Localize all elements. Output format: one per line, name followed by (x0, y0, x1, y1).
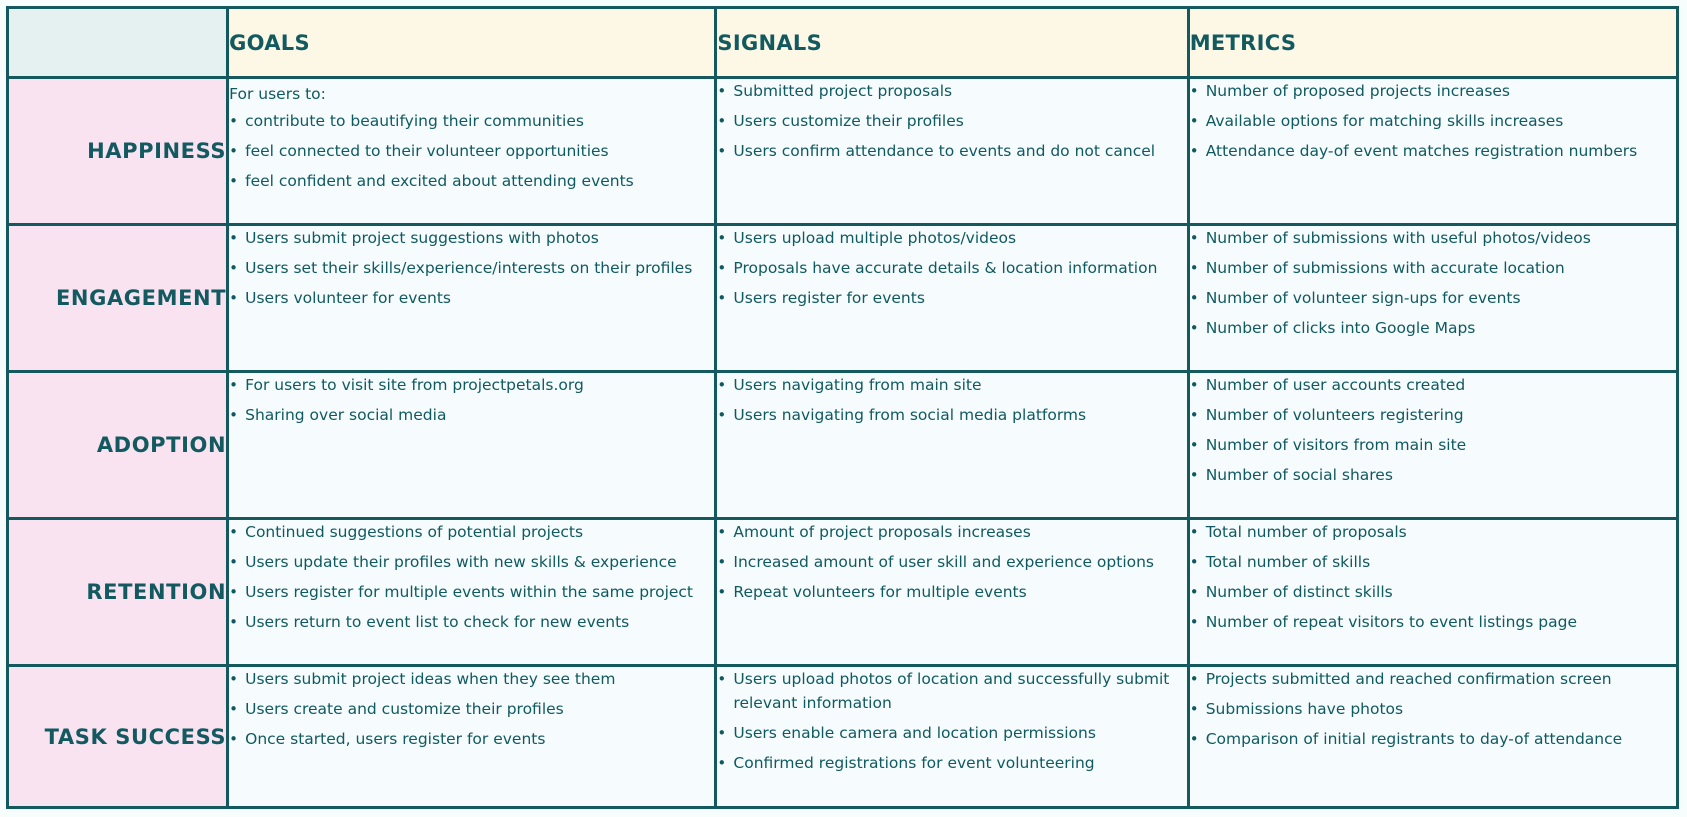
bullet-icon: • (229, 583, 238, 601)
bullet-icon: • (229, 670, 238, 688)
list-item-text: Users register for events (733, 289, 925, 307)
list-item (1190, 109, 1676, 133)
column-header-goals: GOALS (228, 8, 716, 78)
list-item (717, 79, 1186, 103)
list-item (1190, 226, 1676, 250)
bullet-icon: • (229, 376, 238, 394)
list-item-text: Users confirm attendance to events and do not cancel (733, 142, 1156, 160)
metrics-list (1190, 667, 1676, 751)
goals-cell (228, 519, 716, 666)
list-item (229, 139, 714, 163)
list-item (1190, 139, 1676, 163)
bullet-icon: • (1189, 229, 1199, 247)
bullet-icon: • (717, 289, 727, 307)
list-item (717, 721, 1186, 745)
table-row (8, 519, 1678, 666)
list-item (229, 286, 714, 310)
goals-intro-text: For users to: (229, 85, 326, 103)
list-item (229, 373, 714, 397)
signals-list (717, 520, 1186, 604)
goals-list (229, 109, 714, 193)
metrics-list (1190, 226, 1676, 340)
list-item (717, 373, 1186, 397)
bullet-icon: • (229, 700, 238, 718)
list-item (717, 403, 1186, 427)
list-item (717, 286, 1186, 310)
list-item-text: Users update their profiles with new skills & experience (245, 553, 677, 571)
table-row (8, 78, 1678, 225)
list-item-text: Amount of project proposals increases (733, 523, 1031, 541)
list-item (1190, 256, 1676, 280)
bullet-icon: • (717, 583, 727, 601)
list-item (229, 697, 714, 721)
list-item-text: Number of volunteer sign-ups for events (1205, 289, 1521, 307)
list-item (1190, 316, 1676, 340)
metrics-cell (1188, 78, 1677, 225)
signals-cell (716, 225, 1188, 372)
bullet-icon: • (717, 229, 727, 247)
list-item (717, 139, 1186, 163)
list-item (229, 403, 714, 427)
bullet-icon: • (1189, 112, 1199, 130)
signals-list (717, 79, 1186, 163)
list-item-text: Comparison of initial registrants to day-of attendance (1205, 730, 1623, 748)
bullet-icon: • (1189, 613, 1199, 631)
list-item-text: Users upload multiple photos/videos (733, 229, 1017, 247)
signals-list (717, 667, 1186, 775)
header-row (8, 8, 1678, 78)
row-label: ENGAGEMENT (8, 225, 228, 372)
list-item-text: Continued suggestions of potential projects (245, 523, 584, 541)
bullet-icon: • (717, 259, 727, 277)
metrics-cell (1188, 666, 1677, 808)
list-item-text: Number of clicks into Google Maps (1205, 319, 1476, 337)
bullet-icon: • (1189, 319, 1199, 337)
bullet-icon: • (229, 172, 238, 190)
list-item-text: Users upload photos of location and successfully submit relevant information (733, 670, 1170, 712)
list-item-text: Number of volunteers registering (1205, 406, 1464, 424)
bullet-icon: • (229, 289, 238, 307)
bullet-icon: • (229, 553, 238, 571)
bullet-icon: • (229, 259, 238, 277)
list-item-text: Increased amount of user skill and experience options (733, 553, 1155, 571)
list-item (1190, 463, 1676, 487)
list-item (1190, 550, 1676, 574)
metrics-cell (1188, 225, 1677, 372)
list-item (717, 580, 1186, 604)
list-item-text: Number of social shares (1205, 466, 1393, 484)
list-item (717, 667, 1186, 715)
row-label: HAPPINESS (8, 78, 228, 225)
list-item (1190, 727, 1676, 751)
goals-cell (228, 372, 716, 519)
list-item-text: Users submit project ideas when they see them (245, 670, 616, 688)
bullet-icon: • (717, 724, 727, 742)
bullet-icon: • (717, 553, 727, 571)
signals-cell (716, 666, 1188, 808)
list-item-text: Total number of proposals (1205, 523, 1407, 541)
signals-cell (716, 78, 1188, 225)
bullet-icon: • (229, 142, 238, 160)
bullet-icon: • (717, 406, 727, 424)
bullet-icon: • (717, 754, 727, 772)
list-item-text: Users customize their profiles (733, 112, 964, 130)
list-item-text: feel confident and excited about attending events (245, 172, 634, 190)
list-item-text: Users return to event list to check for new events (245, 613, 630, 631)
list-item-text: Repeat volunteers for multiple events (733, 583, 1027, 601)
bullet-icon: • (1189, 436, 1199, 454)
list-item (1190, 286, 1676, 310)
signals-list (717, 373, 1186, 427)
signals-cell (716, 519, 1188, 666)
list-item-text: Confirmed registrations for event volunteering (733, 754, 1095, 772)
bullet-icon: • (229, 613, 238, 631)
row-label: TASK SUCCESS (8, 666, 228, 808)
list-item (1190, 403, 1676, 427)
table-row (8, 666, 1678, 808)
bullet-icon: • (229, 406, 238, 424)
bullet-icon: • (1189, 406, 1199, 424)
list-item-text: Users navigating from main site (733, 376, 982, 394)
list-item (229, 550, 714, 574)
bullet-icon: • (229, 730, 238, 748)
list-item-text: Users navigating from social media platforms (733, 406, 1087, 424)
list-item (229, 580, 714, 604)
list-item-text: Number of submissions with useful photos/videos (1205, 229, 1591, 247)
list-item (229, 727, 714, 751)
list-item (1190, 433, 1676, 457)
list-item-text: Users volunteer for events (245, 289, 451, 307)
list-item-text: Available options for matching skills increases (1205, 112, 1564, 130)
bullet-icon: • (717, 376, 727, 394)
list-item (229, 667, 714, 691)
bullet-icon: • (1189, 289, 1199, 307)
list-item-text: For users to visit site from projectpetals.org (245, 376, 584, 394)
goals-list (229, 373, 714, 427)
list-item-text: Number of repeat visitors to event listings page (1205, 613, 1577, 631)
list-item (1190, 520, 1676, 544)
list-item (229, 256, 714, 280)
row-label: ADOPTION (8, 372, 228, 519)
bullet-icon: • (1189, 259, 1199, 277)
bullet-icon: • (717, 82, 727, 100)
list-item-text: Number of visitors from main site (1205, 436, 1467, 454)
list-item-text: feel connected to their volunteer opportunities (245, 142, 609, 160)
list-item-text: Once started, users register for events (245, 730, 546, 748)
list-item (229, 520, 714, 544)
list-item-text: Projects submitted and reached confirmation screen (1205, 670, 1612, 688)
bullet-icon: • (717, 523, 727, 541)
list-item-text: Number of user accounts created (1205, 376, 1466, 394)
signals-list (717, 226, 1186, 310)
list-item (717, 226, 1186, 250)
list-item (1190, 79, 1676, 103)
list-item (1190, 667, 1676, 691)
corner-cell (8, 8, 228, 78)
list-item-text: Submitted project proposals (733, 82, 953, 100)
list-item (717, 109, 1186, 133)
list-item (229, 610, 714, 634)
list-item (1190, 697, 1676, 721)
list-item-text: Number of distinct skills (1205, 583, 1393, 601)
heart-framework-table (6, 6, 1679, 809)
metrics-list (1190, 373, 1676, 487)
list-item-text: Attendance day-of event matches registration numbers (1205, 142, 1638, 160)
list-item (229, 226, 714, 250)
bullet-icon: • (1189, 466, 1199, 484)
bullet-icon: • (717, 112, 727, 130)
list-item (1190, 373, 1676, 397)
bullet-icon: • (1189, 523, 1199, 541)
goals-list (229, 226, 714, 310)
bullet-icon: • (1189, 376, 1199, 394)
list-item-text: Number of proposed projects increases (1205, 82, 1511, 100)
goals-cell (228, 78, 716, 225)
list-item (717, 520, 1186, 544)
list-item-text: Total number of skills (1205, 553, 1371, 571)
column-header-signals: SIGNALS (716, 8, 1188, 78)
list-item-text: Number of submissions with accurate location (1205, 259, 1565, 277)
list-item (229, 109, 714, 133)
goals-list (229, 520, 714, 634)
bullet-icon: • (1189, 553, 1199, 571)
table-row (8, 372, 1678, 519)
metrics-list (1190, 520, 1676, 634)
list-item (1190, 580, 1676, 604)
bullet-icon: • (1189, 670, 1199, 688)
list-item (717, 751, 1186, 775)
table-row (8, 225, 1678, 372)
list-item (1190, 610, 1676, 634)
bullet-icon: • (229, 229, 238, 247)
bullet-icon: • (1189, 730, 1199, 748)
goals-cell (228, 225, 716, 372)
list-item-text: Users register for multiple events within the same project (245, 583, 694, 601)
list-item-text: contribute to beautifying their communities (245, 112, 584, 130)
signals-cell (716, 372, 1188, 519)
list-item-text: Users submit project suggestions with photos (245, 229, 599, 247)
list-item-text: Users set their skills/experience/interests on their profiles (245, 259, 693, 277)
list-item-text: Proposals have accurate details & location information (733, 259, 1158, 277)
list-item-text: Sharing over social media (245, 406, 447, 424)
bullet-icon: • (717, 670, 727, 688)
bullet-icon: • (1189, 142, 1199, 160)
list-item (229, 169, 714, 193)
metrics-list (1190, 79, 1676, 163)
list-item-text: Users create and customize their profiles (245, 700, 564, 718)
bullet-icon: • (1189, 82, 1199, 100)
bullet-icon: • (717, 142, 727, 160)
metrics-cell (1188, 372, 1677, 519)
row-label: RETENTION (8, 519, 228, 666)
bullet-icon: • (1189, 700, 1199, 718)
list-item-text: Users enable camera and location permissions (733, 724, 1096, 742)
bullet-icon: • (229, 523, 238, 541)
goals-list (229, 667, 714, 751)
goals-cell (228, 666, 716, 808)
list-item-text: Submissions have photos (1205, 700, 1404, 718)
list-item (717, 256, 1186, 280)
metrics-cell (1188, 519, 1677, 666)
column-header-metrics: METRICS (1188, 8, 1677, 78)
list-item (717, 550, 1186, 574)
bullet-icon: • (1189, 583, 1199, 601)
bullet-icon: • (229, 112, 238, 130)
